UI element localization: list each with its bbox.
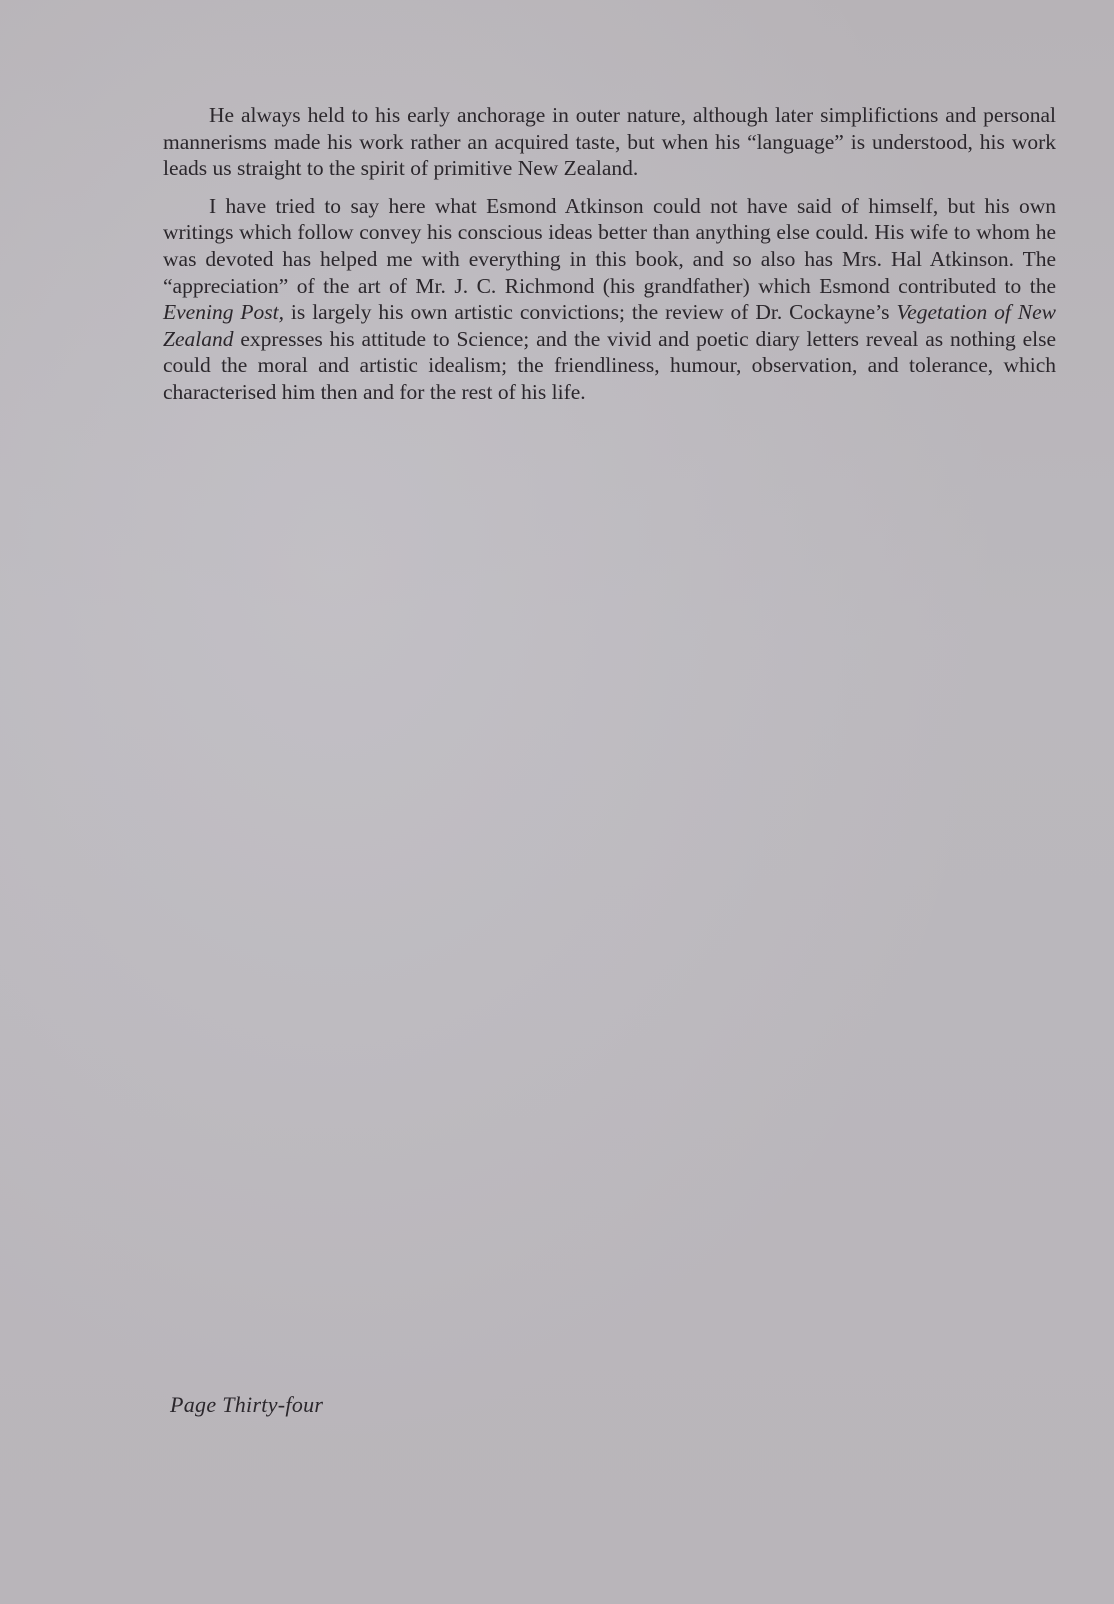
text-run: expresses his attitude to Science; and the vivid and poetic diary letters reveal as nothing else could the moral and artistic idealism; the friendliness, humour, observation, and tolerance, which characterised him then and for the rest of his life.	[163, 326, 1056, 404]
paragraph: He always held to his early anchorage in outer nature, although later simplifictions and personal mannerisms made his work rather an acquired taste, but when his “language” is understood, his work leads us straight to the spirit of primitive New Zealand.	[163, 103, 1056, 181]
body-text	[163, 102, 1056, 417]
paragraph	[163, 193, 1056, 406]
italic-title: Vegetation of New Zealand	[163, 300, 1057, 351]
text-run: I have tried to say here what Esmond Atkinson could not have said of himself, but his own writings which follow convey his conscious ideas better than anything else could. His wife to whom he was devoted has helped me with everything in this book, and so also has Mrs. Hal Atkinson. The “appreciation” of the art of Mr. J. C. Richmond (his grandfather) which Esmond contributed to the	[163, 193, 1056, 298]
page-number: Page Thirty-four	[170, 1392, 324, 1417]
italic-title: Evening Post,	[163, 300, 284, 325]
text-run: is largely his own artistic convictions; the review of Dr. Cockayne’s	[283, 300, 897, 325]
